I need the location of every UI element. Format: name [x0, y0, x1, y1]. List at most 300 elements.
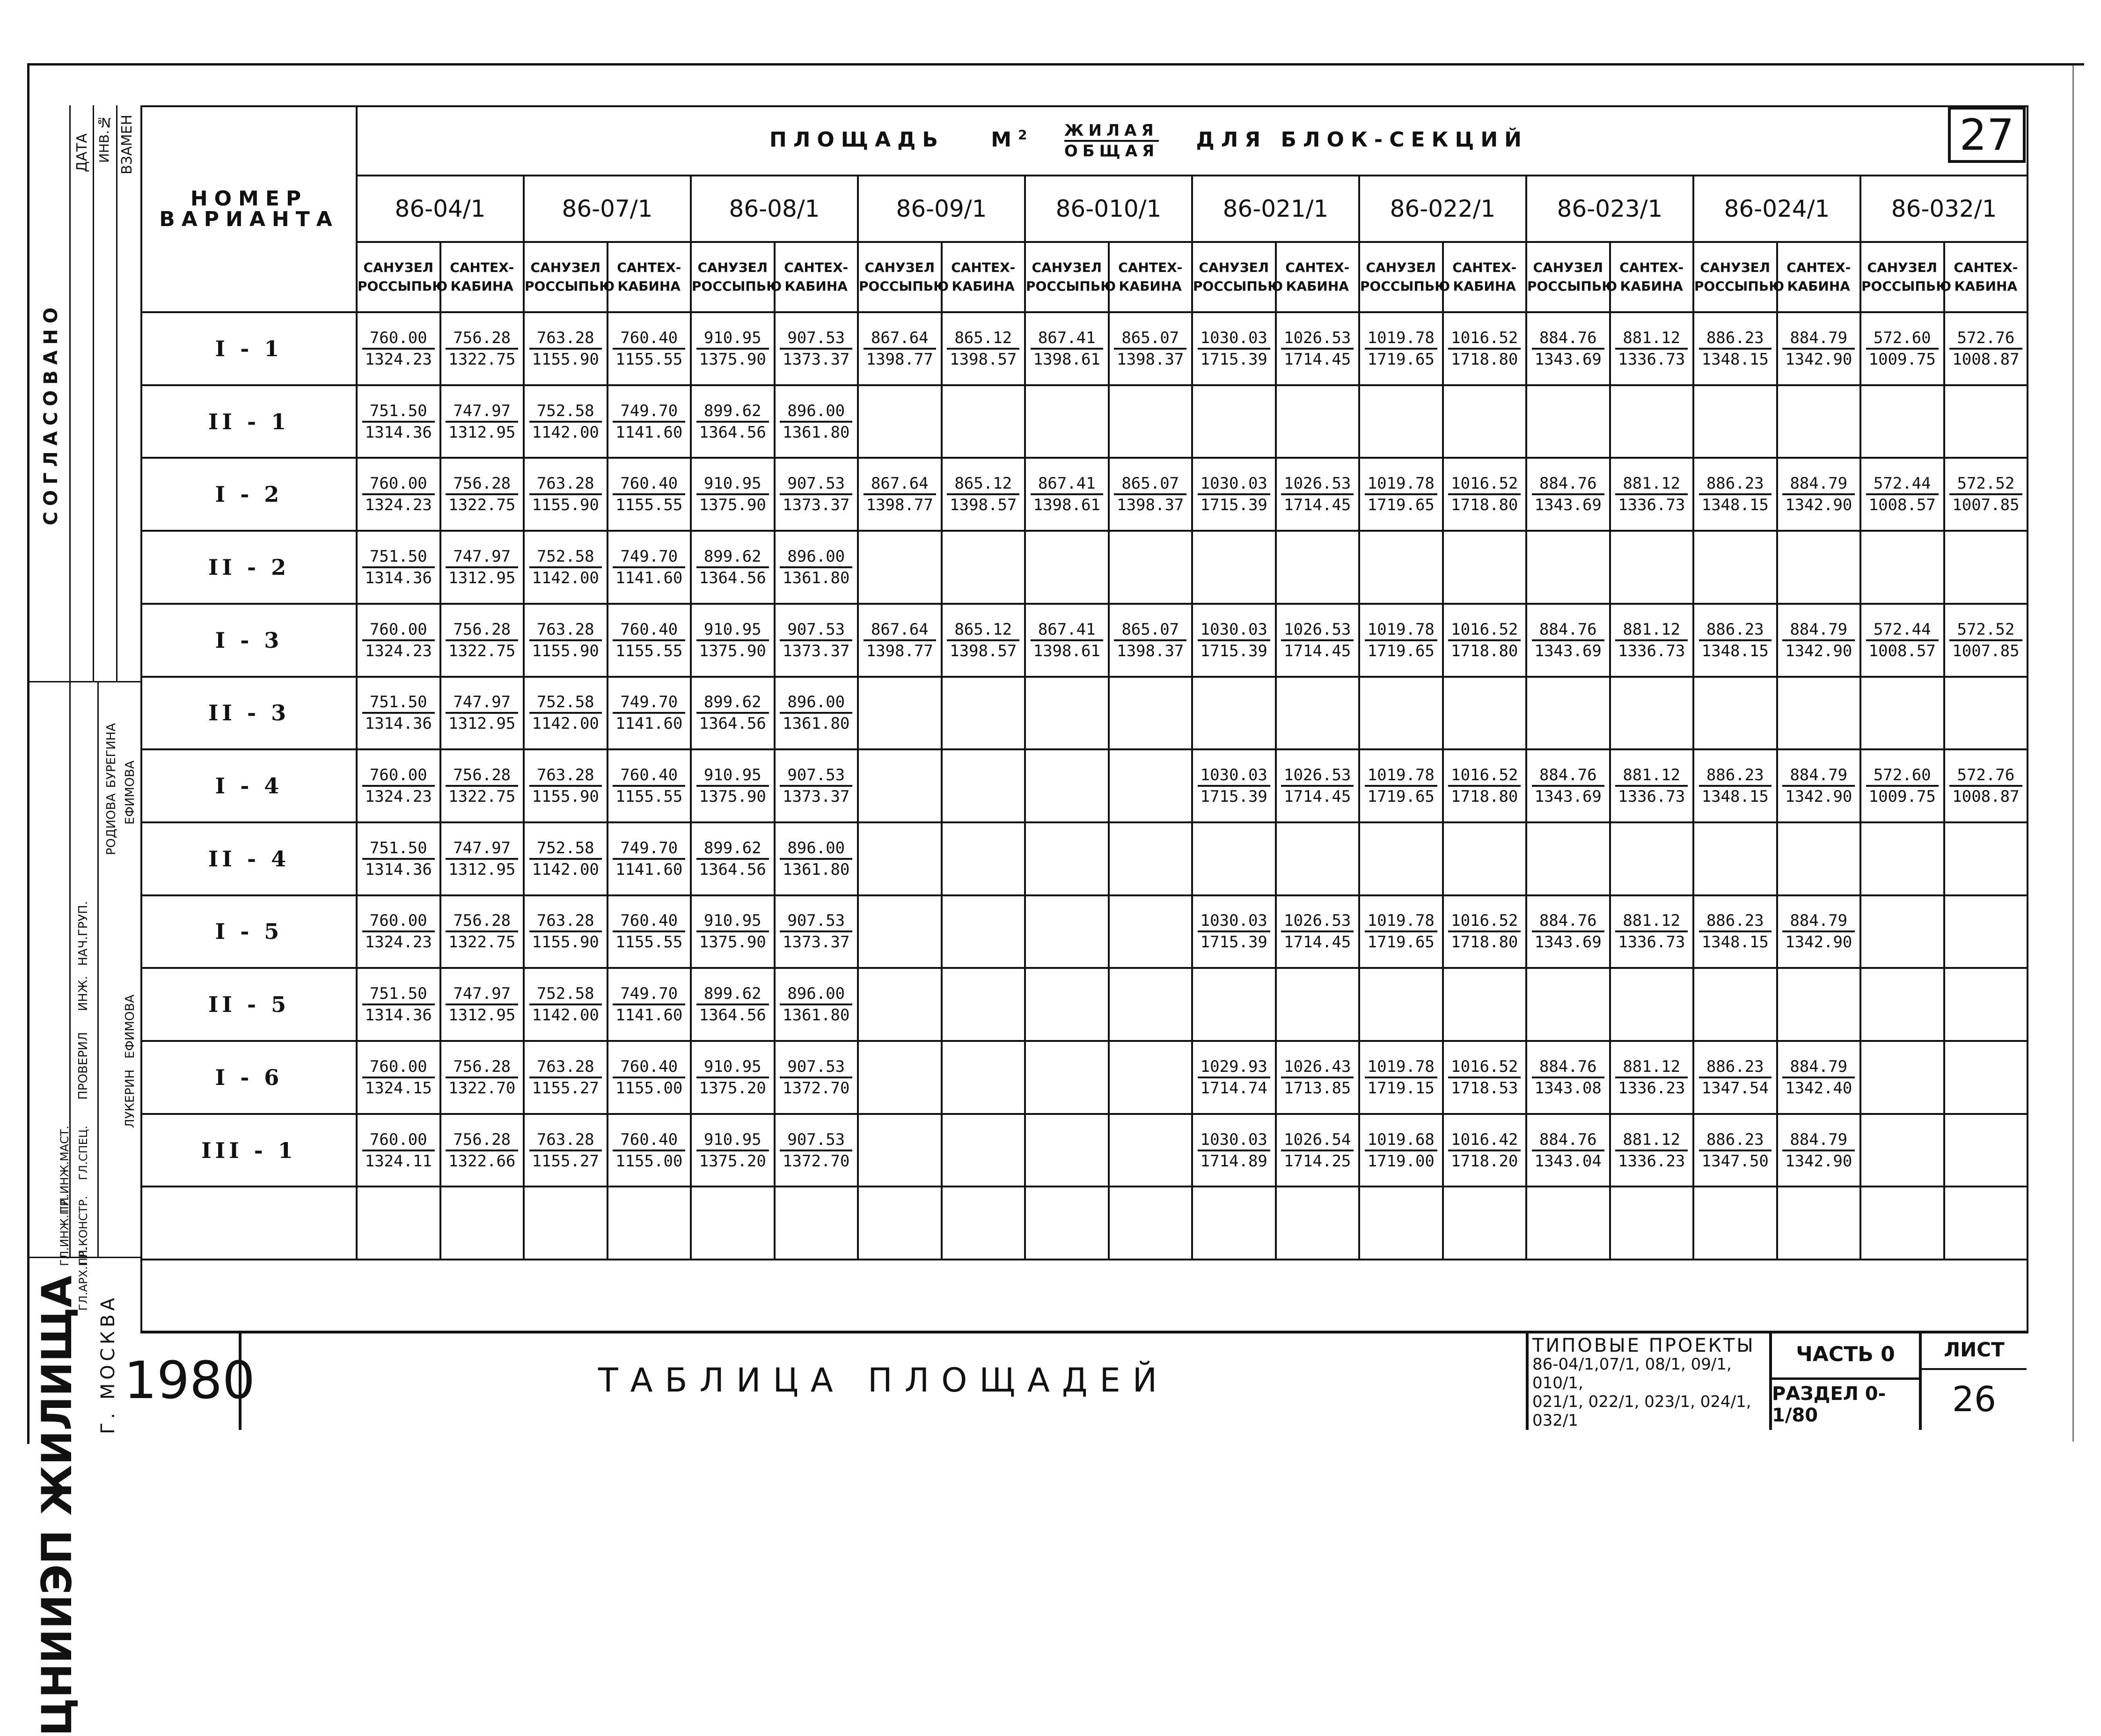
area-cell	[691, 312, 775, 385]
area-cell	[1693, 895, 1777, 968]
area-cell	[1526, 677, 1610, 750]
area-fraction	[780, 474, 852, 515]
subheader-sanuzel	[1025, 242, 1116, 312]
table-row	[141, 458, 2028, 531]
area-cell	[524, 531, 608, 604]
living-area: 756.28	[446, 911, 518, 932]
area-fraction	[1281, 765, 1354, 806]
area-fraction	[864, 328, 936, 369]
total-area: 1336.73	[1618, 933, 1685, 952]
empty-cell	[691, 1187, 775, 1260]
living-area: 1016.52	[1448, 328, 1521, 350]
area-cell	[1276, 1114, 1360, 1187]
title-suffix: ДЛЯ БЛОК-СЕКЦИЙ	[1196, 128, 1528, 152]
living-area: 749.70	[613, 692, 685, 714]
total-area: 1336.73	[1618, 496, 1685, 515]
total-area: 1348.15	[1701, 787, 1769, 806]
total-area: 1398.61	[1033, 641, 1100, 660]
area-cell	[357, 895, 440, 968]
living-area: 751.50	[362, 838, 435, 860]
project-header: 86-07/1	[524, 176, 691, 242]
living-area: 760.40	[613, 911, 685, 932]
total-area: 1375.20	[699, 1078, 766, 1098]
total-area: 1718.80	[1451, 350, 1518, 369]
area-fraction	[1699, 328, 1772, 369]
stamp-role: ГЛ.КОНСТР.	[77, 1196, 90, 1265]
area-cell	[691, 1114, 775, 1187]
area-cell	[1025, 385, 1109, 458]
total-area: 1398.61	[1033, 350, 1100, 369]
org-name: ЦНИИЭП ЖИЛИЩА	[33, 1275, 81, 1736]
living-area: 760.40	[613, 765, 685, 787]
area-cell	[608, 531, 691, 604]
area-cell	[1526, 458, 1610, 531]
area-cell	[1025, 1041, 1109, 1114]
total-area: 1714.45	[1284, 350, 1351, 369]
area-cell	[1777, 1114, 1861, 1187]
total-area: 1336.23	[1618, 1078, 1685, 1098]
area-cell	[1443, 458, 1527, 531]
area-fraction	[1532, 1130, 1604, 1171]
total-area: 1322.75	[448, 350, 516, 369]
area-cell	[1860, 1114, 1944, 1187]
total-area: 1322.75	[448, 641, 516, 660]
area-cell	[608, 385, 691, 458]
subheader-line2: КАБИНА	[952, 278, 1015, 294]
area-fraction	[1448, 474, 1521, 515]
total-area: 1336.73	[1618, 787, 1685, 806]
variant-header-line2: ВАРИАНТА	[159, 207, 339, 231]
series-line1: 86-04/1,07/1, 08/1, 09/1, 010/1,	[1532, 1355, 1732, 1392]
living-area: 886.23	[1699, 1057, 1772, 1078]
area-cell	[858, 604, 942, 677]
total-area: 1155.55	[615, 933, 683, 952]
subheader-sanuzel	[1359, 242, 1450, 312]
total-area: 1718.80	[1451, 496, 1518, 515]
area-cell	[1025, 822, 1109, 895]
total-area: 1343.08	[1534, 1078, 1602, 1098]
area-cell	[858, 312, 942, 385]
area-cell	[775, 895, 858, 968]
empty-cell	[1777, 1187, 1861, 1260]
empty-cell	[1192, 1187, 1276, 1260]
total-area: 1142.00	[532, 860, 599, 879]
area-cell	[608, 677, 691, 750]
total-area: 1364.56	[699, 860, 766, 879]
area-cell	[691, 822, 775, 895]
area-fraction	[696, 1130, 769, 1171]
area-cell	[1109, 604, 1193, 677]
area-cell	[1610, 822, 1694, 895]
subheader-line1: САНУЗЕЛ	[1366, 260, 1436, 275]
variant-label: I - 1	[141, 312, 357, 385]
total-area: 1155.00	[615, 1151, 683, 1171]
subheader-line2: КАБИНА	[617, 278, 681, 294]
total-area: 1364.56	[699, 1006, 766, 1025]
living-area: 749.70	[613, 984, 685, 1005]
living-area: 881.12	[1615, 1130, 1688, 1151]
total-area: 1141.60	[615, 1006, 683, 1025]
living-area: 867.64	[864, 474, 936, 495]
title-prefix: ПЛОЩАДЬ	[769, 128, 944, 152]
area-fraction	[1782, 911, 1855, 952]
sheet-number: 27	[1948, 107, 2026, 163]
area-cell	[1860, 385, 1944, 458]
project-header: 86-021/1	[1192, 176, 1359, 242]
area-cell	[1526, 604, 1610, 677]
stamp-divider	[97, 681, 99, 1257]
area-cell	[858, 677, 942, 750]
area-fraction	[529, 620, 602, 661]
total-area: 1348.15	[1701, 350, 1769, 369]
area-cell	[691, 458, 775, 531]
area-cell	[1944, 968, 2028, 1041]
area-cell	[1276, 968, 1360, 1041]
area-cell	[775, 1041, 858, 1114]
variant-label: I - 2	[141, 458, 357, 531]
variant-label: II - 3	[141, 677, 357, 750]
area-cell	[1192, 604, 1276, 677]
title-unit-sup: 2	[1018, 127, 1027, 143]
total-area: 1718.53	[1451, 1078, 1518, 1098]
total-area: 1342.90	[1785, 641, 1852, 660]
total-area: 1718.80	[1451, 641, 1518, 660]
area-cell	[942, 604, 1025, 677]
total-area: 1398.77	[866, 350, 933, 369]
area-cell	[1860, 604, 1944, 677]
area-cell	[357, 1114, 440, 1187]
total-area: 1155.90	[532, 933, 599, 952]
stamp-role: ГЛ.СПЕЦ.	[77, 1126, 90, 1180]
total-area: 1314.36	[365, 423, 432, 442]
subheader-santekh	[608, 242, 691, 312]
empty-cell	[1526, 1187, 1610, 1260]
table-row	[141, 1041, 2028, 1114]
area-fraction	[947, 328, 1019, 369]
total-area: 1155.00	[615, 1078, 683, 1098]
living-area: 1030.03	[1198, 620, 1270, 641]
empty-cell	[1109, 1187, 1193, 1260]
area-fraction	[1198, 474, 1270, 515]
living-area: 572.76	[1949, 328, 2022, 350]
total-area: 1008.87	[1952, 787, 2020, 806]
area-cell	[1610, 968, 1694, 1041]
area-cell	[1359, 749, 1443, 822]
area-cell	[942, 749, 1025, 822]
area-cell	[524, 1041, 608, 1114]
area-cell	[1610, 749, 1694, 822]
total-area: 1314.36	[365, 860, 432, 879]
empty-cell	[1359, 1187, 1443, 1260]
area-cell	[1109, 1114, 1193, 1187]
area-fraction	[446, 692, 518, 733]
area-cell	[357, 822, 440, 895]
total-area: 1347.50	[1701, 1151, 1769, 1171]
area-cell	[524, 604, 608, 677]
total-area: 1343.69	[1534, 933, 1602, 952]
area-fraction	[529, 765, 602, 806]
area-fraction	[1114, 474, 1186, 515]
project-header: 86-032/1	[1860, 176, 2028, 242]
area-cell	[1276, 749, 1360, 822]
total-area: 1364.56	[699, 423, 766, 442]
area-cell	[357, 531, 440, 604]
area-cell	[1025, 604, 1109, 677]
total-area: 1398.37	[1117, 641, 1184, 660]
living-area: 1026.53	[1281, 328, 1354, 350]
area-cell	[858, 895, 942, 968]
subheader-line1: САНТЕХ-	[784, 260, 849, 275]
area-cell	[1526, 749, 1610, 822]
total-area: 1324.23	[365, 496, 432, 515]
area-fraction	[446, 838, 518, 879]
living-area: 760.40	[613, 1130, 685, 1151]
living-area: 760.00	[362, 1057, 435, 1078]
subheader-santekh	[1777, 242, 1861, 312]
total-area: 1375.90	[699, 933, 766, 952]
area-cell	[1025, 895, 1109, 968]
living-area: 886.23	[1699, 474, 1772, 495]
stamp-divider	[69, 105, 71, 681]
total-area: 1155.55	[615, 641, 683, 660]
area-cell	[1610, 312, 1694, 385]
area-fraction	[529, 692, 602, 733]
area-fraction	[613, 328, 685, 369]
living-area: 760.00	[362, 328, 435, 350]
living-area: 756.28	[446, 328, 518, 350]
total-area: 1718.80	[1451, 933, 1518, 952]
total-area: 1342.90	[1785, 1151, 1852, 1171]
subheader-line1: САНТЕХ-	[617, 260, 681, 275]
area-cell	[357, 385, 440, 458]
area-cell	[524, 677, 608, 750]
total-area: 1314.36	[365, 1006, 432, 1025]
variant-label: II - 1	[141, 385, 357, 458]
variant-label: I - 6	[141, 1041, 357, 1114]
area-cell	[691, 677, 775, 750]
area-fraction	[780, 911, 852, 952]
area-cell	[1109, 385, 1193, 458]
area-cell	[440, 531, 524, 604]
total-area: 1398.37	[1117, 350, 1184, 369]
subheader-line1: САНУЗЕЛ	[1032, 260, 1102, 275]
area-fraction	[696, 328, 769, 369]
area-cell	[1359, 1114, 1443, 1187]
living-area: 572.44	[1866, 474, 1939, 495]
area-fraction	[613, 838, 685, 879]
area-cell	[1443, 1114, 1527, 1187]
area-cell	[440, 968, 524, 1041]
total-area: 1373.37	[783, 350, 850, 369]
living-area: 884.79	[1782, 1057, 1855, 1078]
area-fraction	[1114, 328, 1186, 369]
area-cell	[942, 822, 1025, 895]
subheader-line2: РОССЫПЬЮ	[692, 278, 782, 294]
empty-cell	[1944, 1187, 2028, 1260]
area-cell	[1192, 312, 1276, 385]
total-area: 1361.80	[783, 860, 850, 879]
living-area: 1030.03	[1198, 911, 1270, 932]
area-cell	[440, 1114, 524, 1187]
total-area: 1364.56	[699, 714, 766, 733]
living-area: 899.62	[696, 401, 769, 423]
title-unit-letter: М	[991, 128, 1018, 152]
area-cell	[858, 822, 942, 895]
title-frac-bottom: ОБЩАЯ	[1064, 142, 1159, 161]
area-fraction	[1448, 620, 1521, 661]
area-cell	[608, 604, 691, 677]
area-cell	[1944, 531, 2028, 604]
total-area: 1141.60	[615, 714, 683, 733]
empty-cell	[775, 1187, 858, 1260]
total-area: 1155.55	[615, 787, 683, 806]
area-fraction	[780, 838, 852, 879]
area-cell	[440, 604, 524, 677]
area-cell	[1276, 677, 1360, 750]
table-title	[357, 106, 2028, 176]
area-cell	[524, 749, 608, 822]
total-area: 1715.39	[1200, 933, 1267, 952]
living-area: 884.76	[1532, 474, 1604, 495]
living-area: 752.58	[529, 984, 602, 1005]
stamp-name: ЕФИМОВА	[123, 761, 137, 825]
living-area: 756.28	[446, 1057, 518, 1078]
empty-cell	[141, 1187, 357, 1260]
living-area: 881.12	[1615, 620, 1688, 641]
total-area: 1141.60	[615, 860, 683, 879]
living-area: 881.12	[1615, 328, 1688, 350]
total-area: 1375.20	[699, 1151, 766, 1171]
total-area: 1719.65	[1367, 350, 1435, 369]
subheader-santekh	[440, 242, 524, 312]
area-cell	[1359, 458, 1443, 531]
subheader-line1: САНУЗЕЛ	[1867, 260, 1937, 275]
total-area: 1008.57	[1868, 641, 1936, 660]
area-fraction	[1365, 620, 1437, 661]
living-area: 886.23	[1699, 911, 1772, 932]
area-cell	[1359, 895, 1443, 968]
area-cell	[1526, 895, 1610, 968]
total-area: 1714.45	[1284, 641, 1351, 660]
area-cell	[1359, 604, 1443, 677]
subheader-line2: РОССЫПЬЮ	[1694, 278, 1785, 294]
total-area: 1373.37	[783, 787, 850, 806]
total-area: 1361.80	[783, 423, 850, 442]
living-area: 1019.78	[1365, 1057, 1437, 1078]
area-cell	[1443, 749, 1527, 822]
total-area: 1322.66	[448, 1151, 516, 1171]
subheader-line2: РОССЫПЬЮ	[1861, 278, 1952, 294]
area-cell	[1109, 895, 1193, 968]
living-area: 910.95	[696, 765, 769, 787]
area-cell	[1276, 895, 1360, 968]
area-cell	[357, 1041, 440, 1114]
total-area: 1398.77	[866, 641, 933, 660]
org-city: Г. МОСКВА	[97, 1294, 119, 1434]
area-cell	[1526, 385, 1610, 458]
area-cell	[608, 895, 691, 968]
area-cell	[775, 749, 858, 822]
area-cell	[1944, 677, 2028, 750]
living-area: 1026.53	[1281, 620, 1354, 641]
living-area: 763.28	[529, 620, 602, 641]
living-area: 756.28	[446, 620, 518, 641]
table-row	[141, 604, 2028, 677]
area-fraction	[446, 401, 518, 442]
area-cell	[1443, 895, 1527, 968]
living-area: 884.79	[1782, 620, 1855, 641]
living-area: 1030.03	[1198, 328, 1270, 350]
living-area: 749.70	[613, 838, 685, 860]
total-area: 1715.39	[1200, 350, 1267, 369]
living-area: 896.00	[780, 692, 852, 714]
area-cell	[608, 968, 691, 1041]
living-area: 760.00	[362, 765, 435, 787]
area-cell	[1109, 822, 1193, 895]
total-area: 1715.39	[1200, 641, 1267, 660]
area-cell	[942, 458, 1025, 531]
area-cell	[524, 312, 608, 385]
area-fraction	[529, 838, 602, 879]
area-cell	[1359, 312, 1443, 385]
living-area: 1030.03	[1198, 765, 1270, 787]
area-cell	[1443, 677, 1527, 750]
living-area: 907.53	[780, 474, 852, 495]
stamp-divider	[27, 1257, 140, 1258]
stamp-agreed: СОГЛАСОВАНО	[40, 302, 62, 526]
area-fraction	[446, 911, 518, 952]
living-area: 884.76	[1532, 1130, 1604, 1151]
area-cell	[1693, 385, 1777, 458]
area-cell	[858, 458, 942, 531]
area-cell	[1109, 968, 1193, 1041]
variant-label: I - 3	[141, 604, 357, 677]
area-fraction	[1365, 911, 1437, 952]
living-area: 763.28	[529, 911, 602, 932]
area-fraction	[1031, 620, 1103, 661]
area-cell	[1777, 1041, 1861, 1114]
area-fraction	[696, 911, 769, 952]
subheader-line2: КАБИНА	[1787, 278, 1850, 294]
area-fraction	[864, 620, 936, 661]
living-area: 751.50	[362, 984, 435, 1005]
total-area: 1398.37	[1117, 496, 1184, 515]
living-area: 1026.54	[1281, 1130, 1354, 1151]
area-fraction	[1448, 765, 1521, 806]
area-cell	[942, 968, 1025, 1041]
area-fraction	[1198, 328, 1270, 369]
total-area: 1715.39	[1200, 787, 1267, 806]
area-cell	[440, 677, 524, 750]
table-row	[141, 531, 2028, 604]
total-area: 1398.61	[1033, 496, 1100, 515]
total-area: 1322.70	[448, 1078, 516, 1098]
area-cell	[608, 822, 691, 895]
area-fraction	[780, 547, 852, 588]
total-area: 1375.90	[699, 496, 766, 515]
area-cell	[1109, 749, 1193, 822]
total-area: 1718.20	[1451, 1151, 1518, 1171]
subheader-line1: САНУЗЕЛ	[864, 260, 935, 275]
area-cell	[608, 458, 691, 531]
area-cell	[1860, 895, 1944, 968]
area-fraction	[1532, 474, 1604, 515]
total-area: 1314.36	[365, 568, 432, 587]
area-cell	[1610, 895, 1694, 968]
living-area: 865.07	[1114, 328, 1186, 350]
area-fraction	[1281, 1130, 1354, 1171]
area-cell	[858, 749, 942, 822]
